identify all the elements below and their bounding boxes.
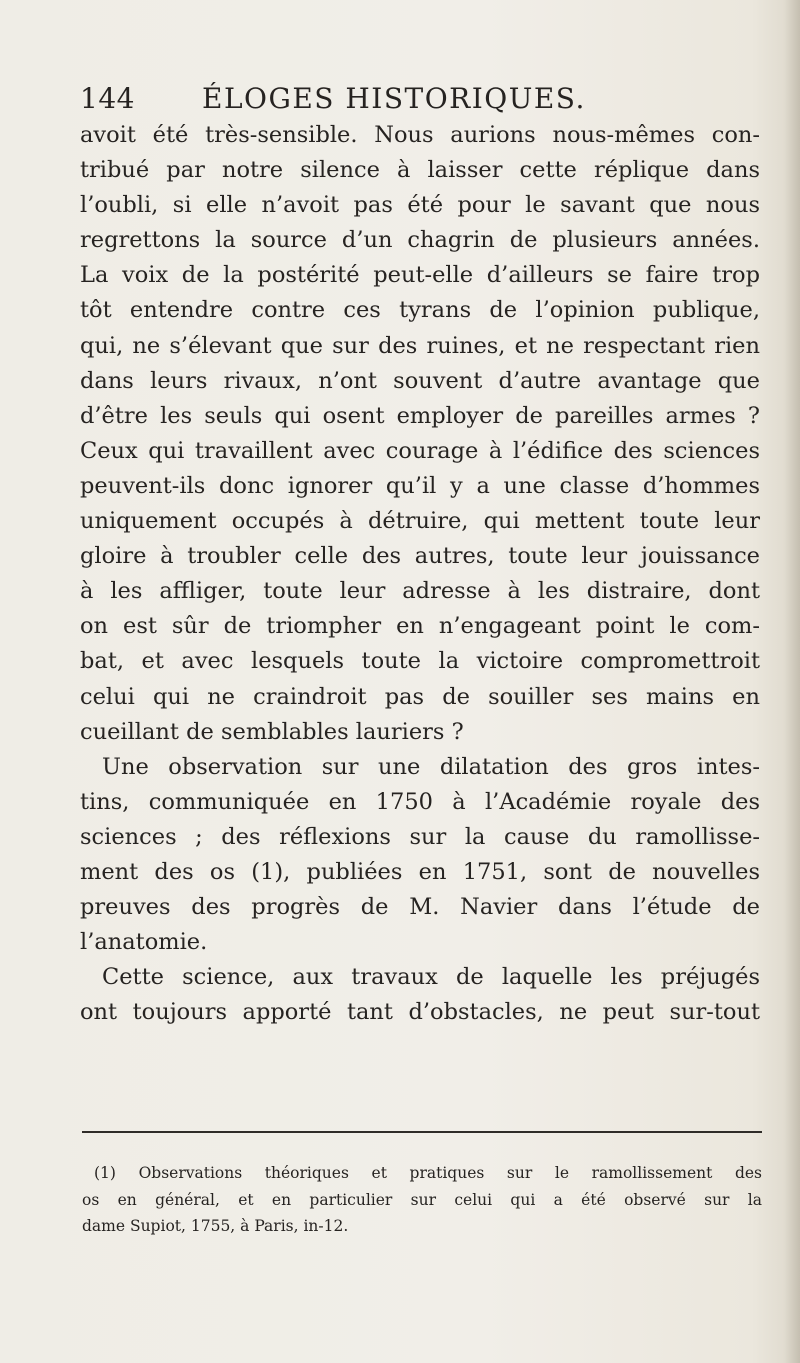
- footnote: [82, 1160, 762, 1240]
- footnote-line: dame Supiot, 1755, à Paris, in-12.: [82, 1217, 349, 1235]
- text-line: Une observation sur une dilatation des gros intes-: [102, 753, 760, 780]
- text-line: l’anatomie.: [80, 929, 208, 956]
- footnote-line: (1) Observations théoriques et pratiques sur le ramollissement des: [94, 1164, 762, 1182]
- page-edge-shadow: [784, 0, 800, 1363]
- text-line: qui, ne s’élevant que sur des ruines, et ne respectant rien: [80, 332, 760, 359]
- running-header: [80, 78, 760, 118]
- footnote-divider: [82, 1131, 762, 1133]
- text-line: tins, communiquée en 1750 à l’Académie royale des: [80, 788, 760, 815]
- text-line: sciences ; des réflexions sur la cause du ramollisse-: [80, 823, 760, 850]
- text-line: avoit été très-sensible. Nous aurions nous-mêmes con-: [80, 122, 760, 148]
- text-line: dans leurs rivaux, n’ont souvent d’autre avantage que: [80, 367, 760, 394]
- text-line: Cette science, aux travaux de laquelle les préjugés: [102, 964, 760, 991]
- text-line: cueillant de semblables lauriers ?: [80, 718, 464, 745]
- text-line: preuves des progrès de M. Navier dans l’étude de: [80, 894, 760, 921]
- text-line: tribué par notre silence à laisser cette réplique dans: [80, 157, 760, 184]
- header-title: ÉLOGES HISTORIQUES.: [202, 82, 586, 115]
- text-line: peuvent-ils donc ignorer qu’il y a une classe d’hommes: [80, 472, 760, 499]
- text-line: regrettons la source d’un chagrin de plusieurs années.: [80, 227, 760, 254]
- footnote-line: os en général, et en particulier sur celui qui a été observé sur la: [82, 1190, 762, 1209]
- text-line: on est sûr de triompher en n’engageant point le com-: [80, 613, 760, 640]
- text-line: à les affliger, toute leur adresse à les distraire, dont: [80, 578, 760, 605]
- text-line: ment des os (1), publiées en 1751, sont de nouvelles: [80, 858, 760, 885]
- text-line: l’oubli, si elle n’avoit pas été pour le savant que nous: [80, 192, 760, 219]
- main-text: [80, 118, 760, 1030]
- text-line: ont toujours apporté tant d’obstacles, ne peut sur-tout: [80, 999, 760, 1026]
- text-line: tôt entendre contre ces tyrans de l’opinion publique,: [80, 297, 760, 324]
- text-line: d’être les seuls qui osent employer de pareilles armes ?: [80, 402, 760, 429]
- page-number: 144: [80, 82, 135, 115]
- text-line: celui qui ne craindroit pas de souiller ses mains en: [80, 683, 760, 710]
- text-line: Ceux qui travaillent avec courage à l’édifice des sciences: [80, 437, 760, 464]
- text-line: bat, et avec lesquels toute la victoire compromettroit: [80, 648, 760, 675]
- text-line: La voix de la postérité peut-elle d’ailleurs se faire trop: [80, 262, 760, 289]
- text-line: uniquement occupés à détruire, qui mettent toute leur: [80, 508, 760, 535]
- text-line: gloire à troubler celle des autres, toute leur jouissance: [80, 543, 760, 570]
